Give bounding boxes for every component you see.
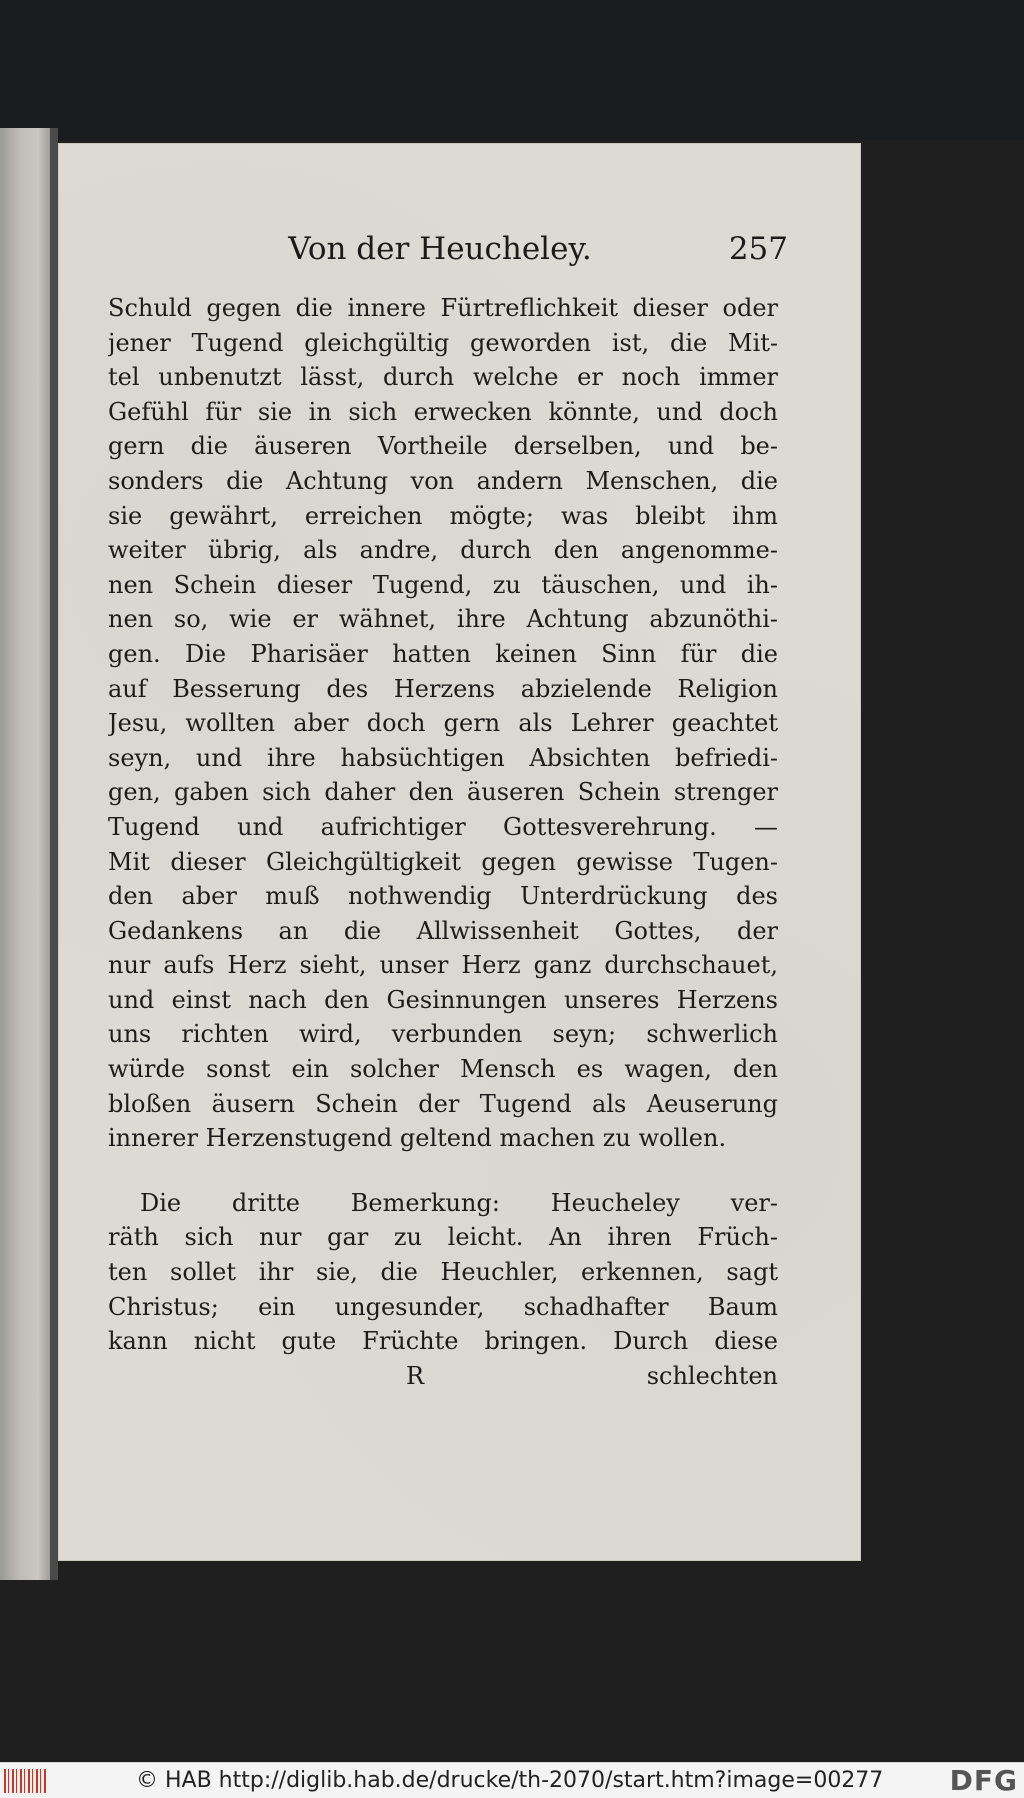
text-line: ten sollet ihr sie, die Heuchler, erkennen, sagt — [108, 1258, 778, 1287]
text-line: auf Besserung des Herzens abzielende Religion — [108, 674, 778, 703]
text-line: Schuld gegen die innere Fürtreflichkeit dieser oder — [108, 294, 778, 322]
signature-catchword-line — [108, 1359, 778, 1394]
text-line: den aber muß nothwendig Unterdrückung des — [108, 882, 778, 911]
text-line: tel unbenutzt lässt, durch welche er noch immer — [108, 363, 778, 392]
text-line: Gedankens an die Allwissenheit Gottes, der — [108, 916, 778, 945]
text-line: Tugend und aufrichtiger Gottesverehrung. — — [108, 812, 778, 841]
text-line: nur aufs Herz sieht, unser Herz ganz durchschauet, — [108, 951, 778, 980]
paragraph-1 — [108, 291, 778, 1156]
text-line: uns richten wird, verbunden seyn; schwerlich — [108, 1020, 778, 1049]
text-line: kann nicht gute Früchte bringen. Durch diese — [108, 1327, 778, 1356]
text-line: Gefühl für sie in sich erwecken könnte, und doch — [108, 397, 778, 426]
barcode-icon — [4, 1769, 46, 1793]
text-line: bloßen äusern Schein der Tugend als Aeuserung — [108, 1089, 778, 1118]
paragraph-2 — [108, 1186, 778, 1359]
page-header — [58, 231, 861, 283]
text-line: nen Schein dieser Tugend, zu täuschen, und ih- — [108, 570, 778, 599]
text-line: sie gewährt, erreichen mögte; was bleibt ihm — [108, 501, 778, 530]
text-line: räth sich nur gar zu leicht. An ihren Früch- — [108, 1223, 778, 1252]
text-line: gen, gaben sich daher den äuseren Schein strenger — [108, 778, 778, 807]
scan-backdrop — [0, 0, 1024, 140]
text-line: würde sonst ein solcher Mensch es wagen, den — [108, 1055, 778, 1084]
text-line: Mit dieser Gleichgültigkeit gegen gewisse Tugen- — [108, 847, 778, 876]
dfg-logo: DFG — [949, 1764, 1018, 1797]
text-line: weiter übrig, als andre, durch den angenomme- — [108, 536, 778, 565]
text-line: nen so, wie er wähnet, ihre Achtung abzunöthi- — [108, 605, 778, 634]
running-head: Von der Heucheley. — [288, 231, 592, 267]
text-line: gen. Die Pharisäer hatten keinen Sinn für die — [108, 639, 778, 668]
page-number: 257 — [728, 231, 788, 267]
body-text — [108, 291, 778, 1393]
signature-mark: R — [406, 1361, 425, 1390]
book-page — [58, 143, 861, 1561]
catchword: schlechten — [646, 1361, 778, 1390]
gutter-shadow — [50, 128, 58, 1580]
footer-bar — [0, 1762, 1024, 1798]
paragraph-gap — [108, 1156, 778, 1186]
text-line: Die dritte Bemerkung: Heucheley ver- — [140, 1188, 778, 1217]
text-line: und einst nach den Gesinnungen unseres Herzens — [108, 985, 778, 1014]
text-line: sonders die Achtung von andern Menschen, die — [108, 466, 778, 495]
text-line: jener Tugend gleichgültig geworden ist, die Mit- — [108, 328, 778, 357]
text-line: Jesu, wollten aber doch gern als Lehrer geachtet — [108, 709, 778, 738]
text-line: Christus; ein ungesunder, schadhafter Baum — [108, 1292, 778, 1321]
text-line: seyn, und ihre habsüchtigen Absichten befriedi- — [108, 743, 778, 772]
adjacent-page-edge — [0, 128, 54, 1580]
footer-credit-link[interactable]: © HAB http://diglib.hab.de/drucke/th-2070/start.htm?image=00277 — [136, 1768, 884, 1793]
text-line: gern die äuseren Vortheile derselben, und be- — [108, 432, 778, 461]
text-line: innerer Herzenstugend geltend machen zu wollen. — [108, 1124, 727, 1153]
